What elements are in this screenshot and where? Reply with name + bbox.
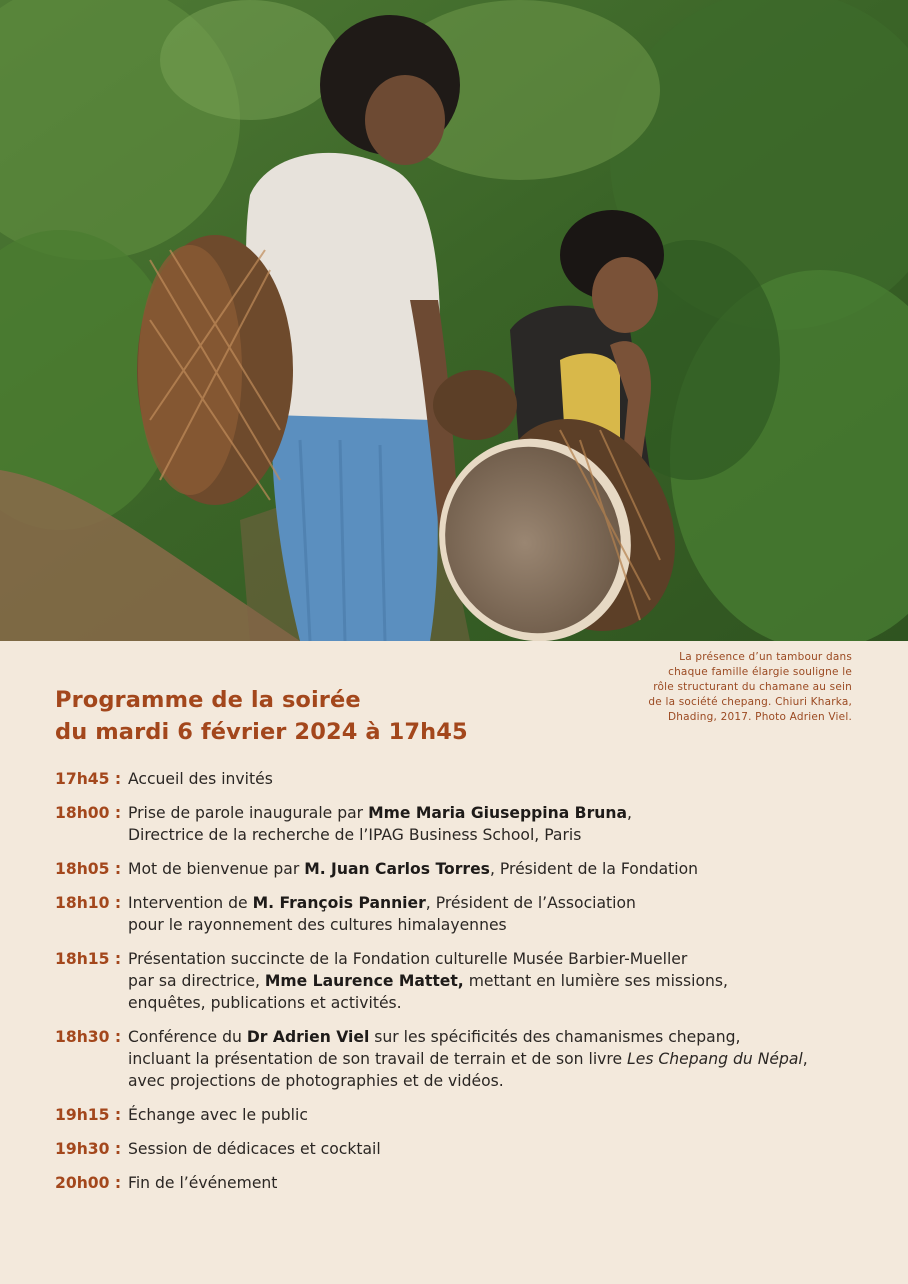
programme-time: 18h05 : xyxy=(55,860,122,878)
description-text: Directrice de la recherche de l’IPAG Business School, Paris xyxy=(128,826,582,844)
programme-time: 18h10 : xyxy=(55,894,122,912)
speaker-name: M. François Pannier xyxy=(252,894,426,912)
programme-item xyxy=(55,1026,875,1092)
programme-time: 19h30 : xyxy=(55,1140,122,1158)
description-text: avec projections de photographies et de vidéos. xyxy=(128,1072,504,1090)
programme-title-line1: Programme de la soirée xyxy=(55,687,361,713)
description-text: enquêtes, publications et activités. xyxy=(128,994,402,1012)
programme-description-line xyxy=(128,1048,875,1070)
programme-description-line xyxy=(128,992,875,1014)
description-text: , Président de la Fondation xyxy=(489,860,699,878)
programme-description-line xyxy=(128,768,875,790)
speaker-name: Mme Laurence Mattet, xyxy=(264,972,464,990)
programme-description xyxy=(128,802,875,846)
photo-illustration xyxy=(0,0,908,641)
description-text: Mot de bienvenue par xyxy=(128,860,305,878)
description-text: Fin de l’événement xyxy=(128,1174,278,1192)
programme-description-line xyxy=(128,892,875,914)
programme-description xyxy=(128,1026,875,1092)
description-text: Accueil des invités xyxy=(128,770,273,788)
programme-title xyxy=(55,684,468,748)
programme-description xyxy=(128,1104,875,1126)
description-text: incluant la présentation de son travail de terrain et de son livre xyxy=(128,1050,628,1068)
programme-description-line xyxy=(128,1172,875,1194)
programme-item xyxy=(55,802,875,846)
programme-time: 20h00 : xyxy=(55,1174,122,1192)
programme-description xyxy=(128,1138,875,1160)
description-text: Prise de parole inaugurale par xyxy=(128,804,369,822)
programme-description-line xyxy=(128,1026,875,1048)
programme-description xyxy=(128,892,875,936)
speaker-name: Dr Adrien Viel xyxy=(246,1028,370,1046)
programme-time: 17h45 : xyxy=(55,770,122,788)
programme-description xyxy=(128,948,875,1014)
description-text: , xyxy=(802,1050,808,1068)
description-text: pour le rayonnement des cultures himalayennes xyxy=(128,916,507,934)
programme-title-line2: du mardi 6 février 2024 à 17h45 xyxy=(55,719,468,745)
speaker-name: M. Juan Carlos Torres xyxy=(304,860,490,878)
programme-item xyxy=(55,892,875,936)
programme-time: 18h30 : xyxy=(55,1028,122,1046)
photo-drum-carriers xyxy=(0,0,908,641)
programme-time: 19h15 : xyxy=(55,1106,122,1124)
programme-description-line xyxy=(128,914,875,936)
programme-description-line xyxy=(128,1070,875,1092)
programme-description-line xyxy=(128,948,875,970)
description-text: par sa directrice, xyxy=(128,972,265,990)
caption-line: rôle structurant du chamane au sein xyxy=(653,681,852,693)
photo-caption xyxy=(622,650,852,725)
programme-time: 18h00 : xyxy=(55,804,122,822)
description-text: Intervention de xyxy=(128,894,253,912)
caption-line: de la société chepang. Chiuri Kharka, xyxy=(648,696,852,708)
programme-item xyxy=(55,768,875,790)
programme-time: 18h15 : xyxy=(55,950,122,968)
description-text: Conférence du xyxy=(128,1028,247,1046)
programme-item xyxy=(55,1104,875,1126)
description-text: mettant en lumière ses missions, xyxy=(463,972,729,990)
programme-item xyxy=(55,1172,875,1194)
programme-item xyxy=(55,1138,875,1160)
programme-description-line xyxy=(128,970,875,992)
programme-description-line xyxy=(128,1138,875,1160)
programme-list xyxy=(55,768,875,1206)
book-title: Les Chepang du Népal xyxy=(627,1050,803,1068)
description-text: sur les spécificités des chamanismes chepang, xyxy=(369,1028,741,1046)
speaker-name: Mme Maria Giuseppina Bruna xyxy=(368,804,627,822)
caption-line: chaque famille élargie souligne le xyxy=(668,666,852,678)
programme-description xyxy=(128,858,875,880)
caption-line: Dhading, 2017. Photo Adrien Viel. xyxy=(668,711,852,723)
caption-line: La présence d’un tambour dans xyxy=(679,651,852,663)
description-text: , Président de l’Association xyxy=(425,894,636,912)
description-text: Session de dédicaces et cocktail xyxy=(128,1140,381,1158)
description-text: Échange avec le public xyxy=(128,1106,308,1124)
programme-item xyxy=(55,948,875,1014)
programme-description xyxy=(128,1172,875,1194)
programme-item xyxy=(55,858,875,880)
description-text: , xyxy=(627,804,632,822)
description-text: Présentation succincte de la Fondation culturelle Musée Barbier-Mueller xyxy=(128,950,688,968)
programme-description-line xyxy=(128,824,875,846)
programme-description xyxy=(128,768,875,790)
programme-description-line xyxy=(128,1104,875,1126)
programme-description-line xyxy=(128,802,875,824)
programme-description-line xyxy=(128,858,875,880)
